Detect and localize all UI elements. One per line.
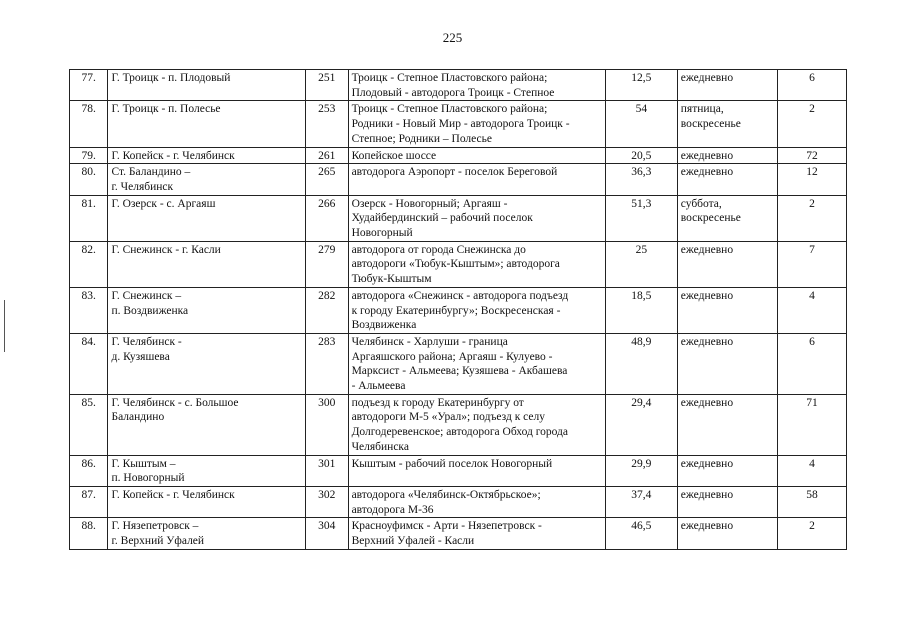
route-path bbox=[348, 241, 605, 287]
row-number: 82. bbox=[70, 241, 108, 287]
route-path-line: автодорога Аэропорт - поселок Береговой bbox=[351, 166, 558, 179]
route-name bbox=[108, 195, 306, 241]
route-path-line: к городу Екатеринбургу»; Воскресенская - bbox=[351, 304, 561, 317]
route-schedule-line: ежедневно bbox=[680, 457, 734, 470]
route-path bbox=[348, 287, 605, 333]
route-path-line: автодорога «Челябинск-Октябрьское»; bbox=[351, 488, 541, 501]
route-name bbox=[108, 455, 306, 486]
route-distance: 54 bbox=[605, 101, 677, 147]
route-path bbox=[348, 486, 605, 517]
route-name bbox=[108, 241, 306, 287]
route-schedule bbox=[677, 333, 777, 394]
route-trips: 72 bbox=[778, 147, 847, 164]
route-schedule-line: ежедневно bbox=[680, 396, 734, 409]
route-path-line: Троицк - Степное Пластовского района; bbox=[351, 72, 548, 84]
route-path-line: Марксист - Альмеева; Кузяшева - Акбашева bbox=[351, 365, 568, 378]
route-code: 253 bbox=[306, 101, 349, 147]
route-name-line: г. Челябинск bbox=[111, 180, 174, 193]
route-name-line: Г. Снежинск - г. Касли bbox=[111, 243, 221, 256]
table-row bbox=[70, 164, 847, 195]
route-name bbox=[108, 287, 306, 333]
route-path-line: автодорога М-36 bbox=[351, 503, 434, 516]
route-path-line: Красноуфимск - Арти - Нязепетровск - bbox=[351, 520, 542, 533]
route-schedule-line: ежедневно bbox=[680, 72, 734, 84]
route-path-line: Худайбердинский – рабочий поселок bbox=[351, 212, 533, 225]
route-code: 301 bbox=[306, 455, 349, 486]
route-name-line: Г. Копейск - г. Челябинск bbox=[111, 149, 235, 162]
route-distance: 46,5 bbox=[605, 518, 677, 549]
route-distance: 36,3 bbox=[605, 164, 677, 195]
route-name-line: Г. Кыштым – bbox=[111, 457, 176, 470]
route-schedule bbox=[677, 518, 777, 549]
route-name-line: Г. Челябинск - bbox=[111, 335, 182, 348]
route-schedule-line: ежедневно bbox=[680, 335, 734, 348]
route-name-line: п. Новогорный bbox=[111, 472, 185, 485]
route-name bbox=[108, 333, 306, 394]
route-path-line: Аргаяшского района; Аргаяш - Кулуево - bbox=[351, 350, 553, 363]
route-distance: 51,3 bbox=[605, 195, 677, 241]
row-number: 83. bbox=[70, 287, 108, 333]
row-number: 88. bbox=[70, 518, 108, 549]
route-trips: 4 bbox=[778, 455, 847, 486]
table-row bbox=[70, 101, 847, 147]
route-path-line: Плодовый - автодорога Троицк - Степное bbox=[351, 86, 555, 99]
table-row bbox=[70, 394, 847, 455]
route-schedule bbox=[677, 394, 777, 455]
route-schedule bbox=[677, 70, 777, 101]
route-path-line: Верхний Уфалей - Касли bbox=[351, 535, 475, 548]
route-code: 304 bbox=[306, 518, 349, 549]
routes-table bbox=[69, 69, 847, 550]
route-code: 282 bbox=[306, 287, 349, 333]
table-row bbox=[70, 455, 847, 486]
route-code: 261 bbox=[306, 147, 349, 164]
route-trips: 4 bbox=[778, 287, 847, 333]
table-row bbox=[70, 147, 847, 164]
route-name bbox=[108, 486, 306, 517]
route-trips: 58 bbox=[778, 486, 847, 517]
route-name-line: Г. Челябинск - с. Большое bbox=[111, 396, 239, 409]
route-path-line: Озерск - Новогорный; Аргаяш - bbox=[351, 197, 508, 210]
route-path-line: автодорога от города Снежинска до bbox=[351, 243, 526, 256]
route-schedule-line: ежедневно bbox=[680, 520, 734, 533]
route-code: 251 bbox=[306, 70, 349, 101]
row-number: 80. bbox=[70, 164, 108, 195]
route-schedule bbox=[677, 241, 777, 287]
table-row bbox=[70, 70, 847, 101]
route-path-line: Степное; Родники – Полесье bbox=[351, 132, 492, 145]
table-row bbox=[70, 241, 847, 287]
route-path bbox=[348, 195, 605, 241]
route-distance: 20,5 bbox=[605, 147, 677, 164]
table-row bbox=[70, 333, 847, 394]
route-schedule-line: ежедневно bbox=[680, 488, 734, 501]
route-path-line: Тюбук-Кыштым bbox=[351, 273, 432, 286]
table-row bbox=[70, 195, 847, 241]
route-code: 302 bbox=[306, 486, 349, 517]
route-schedule-line: ежедневно bbox=[680, 243, 734, 256]
route-distance: 48,9 bbox=[605, 333, 677, 394]
route-path-line: автодороги М-5 «Урал»; подъезд к селу bbox=[351, 411, 546, 424]
route-trips: 6 bbox=[778, 70, 847, 101]
route-schedule-line: ежедневно bbox=[680, 149, 734, 162]
route-name bbox=[108, 164, 306, 195]
route-code: 266 bbox=[306, 195, 349, 241]
route-trips: 12 bbox=[778, 164, 847, 195]
route-schedule bbox=[677, 195, 777, 241]
route-code: 283 bbox=[306, 333, 349, 394]
route-path bbox=[348, 518, 605, 549]
row-number: 81. bbox=[70, 195, 108, 241]
row-number: 78. bbox=[70, 101, 108, 147]
route-trips: 7 bbox=[778, 241, 847, 287]
table-row bbox=[70, 287, 847, 333]
table-row bbox=[70, 486, 847, 517]
row-number: 79. bbox=[70, 147, 108, 164]
route-path-line: - Альмеева bbox=[351, 380, 406, 393]
route-name-line: г. Верхний Уфалей bbox=[111, 535, 205, 548]
route-schedule-line: пятница, bbox=[680, 103, 724, 116]
route-schedule-line: ежедневно bbox=[680, 289, 734, 302]
route-schedule bbox=[677, 486, 777, 517]
route-name-line: Г. Копейск - г. Челябинск bbox=[111, 488, 235, 501]
route-name-line: д. Кузяшева bbox=[111, 350, 170, 363]
route-path bbox=[348, 70, 605, 101]
row-number: 87. bbox=[70, 486, 108, 517]
routes-table-body bbox=[70, 70, 847, 550]
route-name-line: Г. Озерск - с. Аргаяш bbox=[111, 197, 216, 210]
route-schedule bbox=[677, 287, 777, 333]
route-schedule-line: суббота, bbox=[680, 197, 722, 210]
route-path-line: Долгодеревенское; автодорога Обход города bbox=[351, 426, 569, 439]
route-path bbox=[348, 394, 605, 455]
route-trips: 2 bbox=[778, 518, 847, 549]
route-path bbox=[348, 164, 605, 195]
route-trips: 2 bbox=[778, 195, 847, 241]
route-path-line: Челябинска bbox=[351, 440, 409, 453]
route-code: 300 bbox=[306, 394, 349, 455]
route-schedule bbox=[677, 455, 777, 486]
route-path bbox=[348, 455, 605, 486]
row-number: 84. bbox=[70, 333, 108, 394]
route-schedule bbox=[677, 101, 777, 147]
route-distance: 18,5 bbox=[605, 287, 677, 333]
route-distance: 29,9 bbox=[605, 455, 677, 486]
route-distance: 29,4 bbox=[605, 394, 677, 455]
route-name bbox=[108, 101, 306, 147]
route-trips: 71 bbox=[778, 394, 847, 455]
route-distance: 37,4 bbox=[605, 486, 677, 517]
route-code: 279 bbox=[306, 241, 349, 287]
route-path-line: Новогорный bbox=[351, 227, 413, 240]
row-number: 86. bbox=[70, 455, 108, 486]
route-name bbox=[108, 518, 306, 549]
route-schedule-line: воскресенье bbox=[680, 212, 741, 225]
table-row bbox=[70, 518, 847, 549]
route-name-line: Г. Снежинск – bbox=[111, 289, 182, 302]
route-path-line: автодорога «Снежинск - автодорога подъезд bbox=[351, 289, 569, 302]
route-name-line: п. Воздвиженка bbox=[111, 304, 189, 317]
route-name-line: Ст. Баландино – bbox=[111, 166, 191, 179]
route-distance: 12,5 bbox=[605, 70, 677, 101]
row-number: 85. bbox=[70, 394, 108, 455]
route-schedule bbox=[677, 164, 777, 195]
route-path-line: Троицк - Степное Пластовского района; bbox=[351, 103, 548, 116]
route-name-line: Г. Нязепетровск – bbox=[111, 520, 199, 533]
route-name-line: Баландино bbox=[111, 411, 165, 424]
page-number: 225 bbox=[442, 30, 463, 45]
route-schedule-line: воскресенье bbox=[680, 118, 741, 131]
route-schedule-line: ежедневно bbox=[680, 166, 734, 179]
route-distance: 25 bbox=[605, 241, 677, 287]
route-name bbox=[108, 394, 306, 455]
route-path bbox=[348, 147, 605, 164]
route-path-line: Родники - Новый Мир - автодорога Троицк - bbox=[351, 118, 570, 131]
route-name bbox=[108, 147, 306, 164]
route-path-line: автодороги «Тюбук-Кыштым»; автодорога bbox=[351, 258, 560, 271]
route-path bbox=[348, 333, 605, 394]
route-code: 265 bbox=[306, 164, 349, 195]
route-name-line: Г. Троицк - п. Полесье bbox=[111, 103, 221, 116]
route-name bbox=[108, 70, 306, 101]
route-path-line: Челябинск - Харлуши - граница bbox=[351, 335, 508, 348]
route-path bbox=[348, 101, 605, 147]
route-path-line: Кыштым - рабочий поселок Новогорный bbox=[351, 457, 553, 470]
route-trips: 6 bbox=[778, 333, 847, 394]
margin-mark bbox=[4, 300, 5, 352]
route-path-line: подъезд к городу Екатеринбургу от bbox=[351, 396, 524, 409]
route-trips: 2 bbox=[778, 101, 847, 147]
row-number: 77. bbox=[70, 70, 108, 101]
route-name-line: Г. Троицк - п. Плодовый bbox=[111, 72, 231, 84]
route-path-line: Копейское шоссе bbox=[351, 149, 437, 162]
route-schedule bbox=[677, 147, 777, 164]
route-path-line: Воздвиженка bbox=[351, 319, 417, 332]
